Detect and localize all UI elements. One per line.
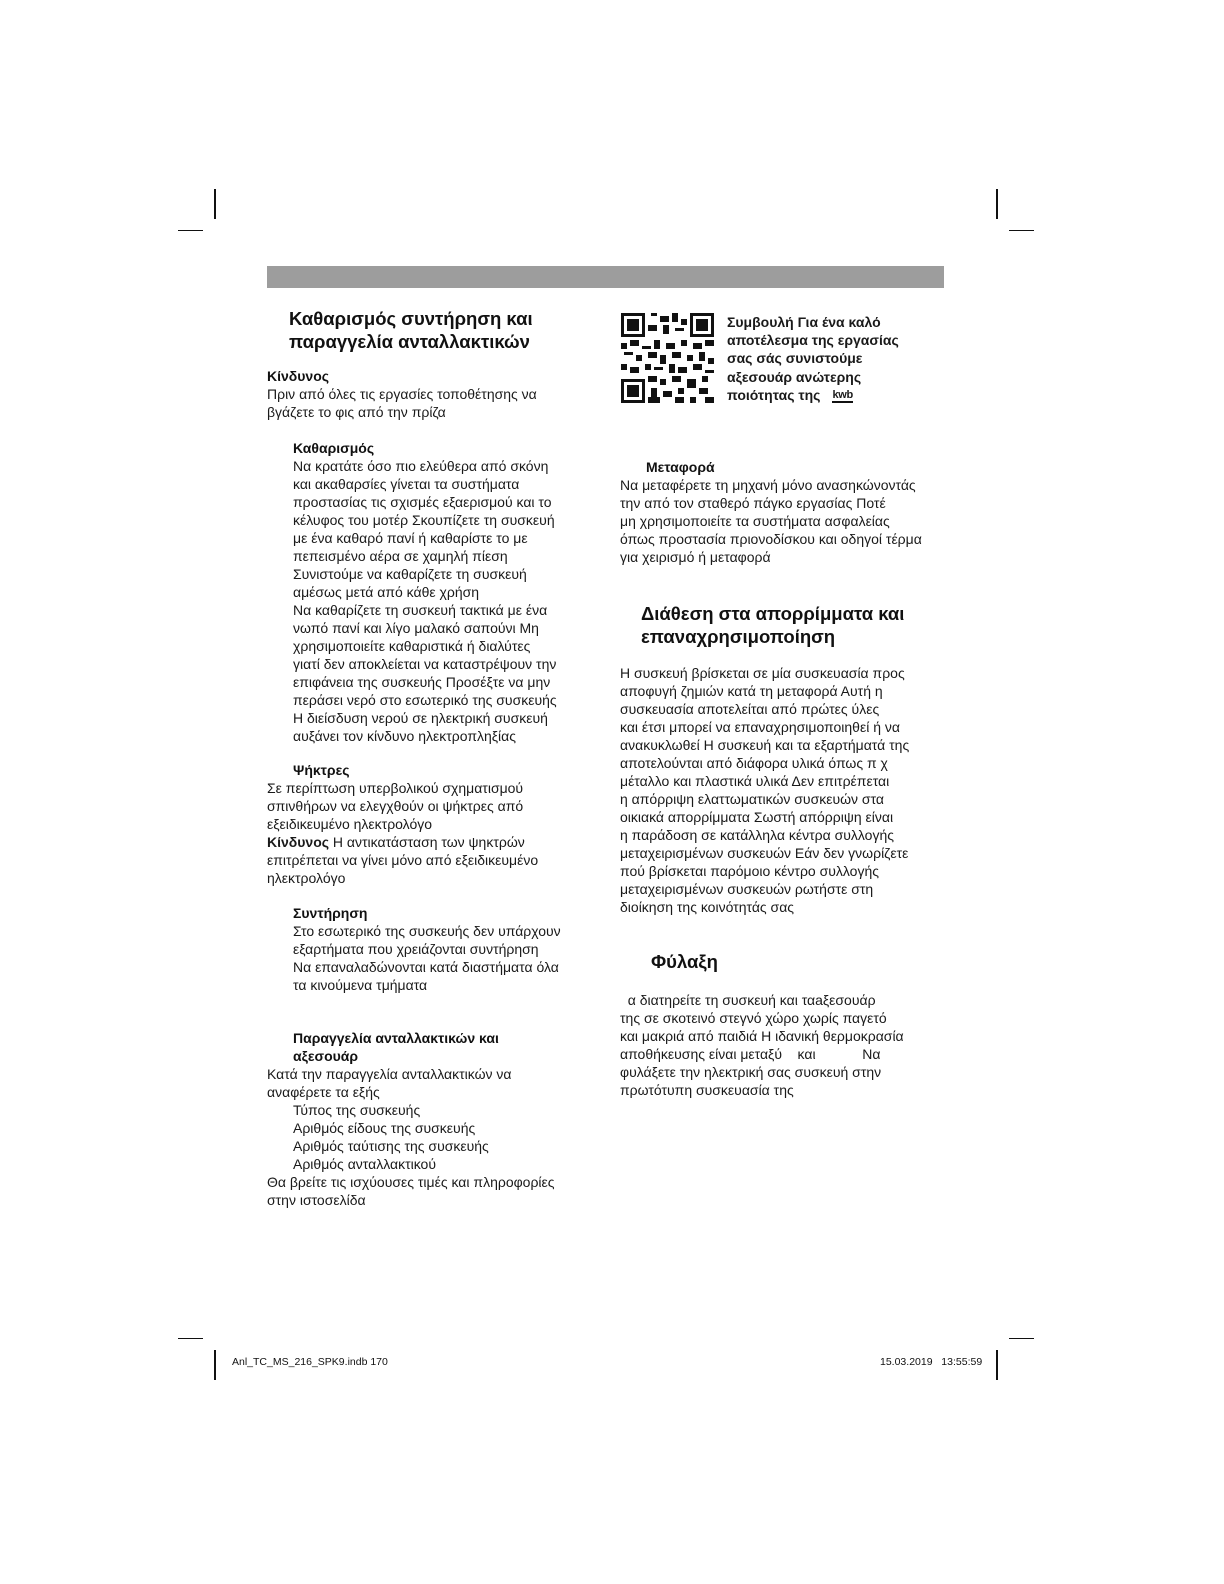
crop-mark [178,230,203,231]
header-bar [267,266,944,288]
spare-parts-heading: Παραγγελία ανταλλακτικών και αξεσουάρ [293,1030,499,1064]
disposal-text: Η συσκευή βρίσκεται σε μία συσκευασία προς αποφυγή ζημιών κατά τη μεταφορά Αυτή η συσκευασία αποτελείται από πρώτες ύλες και έτσι μπορεί να επαναχρησιμοποιηθεί ή να ανακυκλωθεί Η συσκευή και τα εξαρτήματά της αποτελούνται από διάφορα υλικά όπως π χ μέταλλο και πλαστικά υλικά Δεν επιτρέπεται η απόρριψη ελαττωματικών συσκευών στα οικιακά απορρίμματα Σωστή απόρριψη είναι η παράδοση σε κατάλληλα κέντρα συλλογής μεταχειρισμένων συσκευών Εάν δεν γνωρίζετε πού βρίσκεται παρόμοιο κέντρο συλλογής μεταχειρισμένων συσκευών ρωτήστε στη διοίκηση της κοινότητάς σας [620,665,910,915]
footer-datetime: 15.03.2019 13:55:59 [880,1356,983,1368]
storage-section [620,991,950,1099]
danger-notice: Κίνδυνος Πριν από όλες τις εργασίες τοποθέτησης να βγάζετε το φις από την πρίζα [267,367,597,421]
disposal-section [620,664,950,916]
brushes-section [267,761,597,887]
danger-heading: Κίνδυνος [267,368,330,384]
list-item: Αριθμός είδους της συσκευής [293,1120,476,1136]
qr-code [621,313,714,403]
section-title-disposal: Διάθεση στα απορρίμματα και επαναχρησιμοποίηση [641,603,905,647]
spare-parts-section [267,1029,597,1209]
footer-file: Anl_TC_MS_216_SPK9.indb 170 [232,1356,388,1368]
cleaning-section [267,439,623,745]
maintenance-section [267,904,623,994]
list-item: Αριθμός ταύτισης της συσκευής [293,1138,489,1154]
brushes-text: Σε περίπτωση υπερβολικού σχηματισμού σπινθήρων να ελεγχθούν οι ψήκτρες από εξειδικευμένο ηλεκτρολόγο Κίνδυνος Η αντικατάσταση των ψηκτρών επιτρέπεται να γίνει μόνο από εξειδικευμένο ηλεκτρολόγο [267,780,539,886]
crop-mark [214,1350,216,1380]
brushes-heading: Ψήκτρες [293,762,350,778]
crop-mark [178,1338,203,1339]
list-item: Τύπος της συσκευής [293,1102,421,1118]
crop-mark [996,189,998,219]
transport-text: Να μεταφέρετε τη μηχανή μόνο ανασηκώνοντάς την από τον σταθερό πάγκο εργασίας Ποτέ μη χρησιμοποιείτε τα συστήματα ασφαλείας όπως προστασία πριονοδίσκου και οδηγοί τέρμα για χειρισμό ή μεταφορά [620,477,922,565]
list-item: Αριθμός ανταλλακτικού [293,1156,437,1172]
maintenance-text: Στο εσωτερικό της συσκευής δεν υπάρχουν εξαρτήματα που χρειάζονται συντήρηση Να επαναλαδώνονται κατά διαστήματα όλα τα κινούμενα τμήματα [293,923,561,993]
transport-section [620,458,950,566]
crop-mark [996,1350,998,1380]
spare-parts-text: Κατά την παραγγελία ανταλλακτικών να αναφέρετε τα εξής Τύπος της συσκευής Αριθμός είδους της συσκευής Αριθμός ταύτισης της συσκευής Αριθμός ανταλλακτικού Θα βρείτε τις ισχύουσες τιμές και πληροφορίες στην ιστοσελίδα [267,1065,597,1209]
kwb-logo: kwb [832,388,853,401]
maintenance-heading: Συντήρηση [293,905,368,921]
crop-mark [1009,230,1034,231]
crop-mark [1009,1338,1034,1339]
crop-mark [214,189,216,219]
section-title-storage: Φύλαξη [651,951,718,972]
cleaning-heading: Καθαρισμός [293,440,375,456]
cleaning-text: Να κρατάτε όσο πιο ελεύθερα από σκόνη και ακαθαρσίες γίνεται τα συστήματα προστασίας τις σχισμές εξαερισμού και το κέλυφος του μοτέρ Σκουπίζετε τη συσκευή με ένα καθαρό πανί ή καθαρίστε το με πεπεισμένο αέρα σε χαμηλή πίεση Συνιστούμε να καθαρίζετε τη συσκευή αμέσως μετά από κάθε χρήση Να καθαρίζετε τη συσκευή τακτικά με ένα νωπό πανί και λίγο μαλακό σαπούνι Μη χρησιμοποιείτε καθαριστικά ή διαλύτες γιατί δεν αποκλείεται να καταστρέψουν την επιφάνεια της συσκευής Προσέξτε να μην περάσει νερό στο εσωτερικό της συσκευής Η διείσδυση νερού σε ηλεκτρική συσκευή αυξάνει τον κίνδυνο ηλεκτροπληξίας [293,458,557,744]
tip-box: Συμβουλή Για ένα καλό αποτέλεσμα της εργασίας σας σάς συνιστούμε αξεσουάρ ανώτερης ποιότητας της kwb [727,314,899,403]
section-title-cleaning-maintenance: Καθαρισμός συντήρηση και παραγγελία ανταλλακτικών [289,308,533,352]
transport-heading: Μεταφορά [646,459,715,475]
storage-text: α διατηρείτε τη συσκευή και ταaξεσουάρ της σε σκοτεινό στεγνό χώρο χωρίς παγετό και μακριά από παιδιά Η ιδανική θερμοκρασία αποθήκευσης είναι μεταξύ και Να φυλάξετε την ηλεκτρική σας συσκευή στην πρωτότυπη συσκευασία της [620,992,904,1098]
